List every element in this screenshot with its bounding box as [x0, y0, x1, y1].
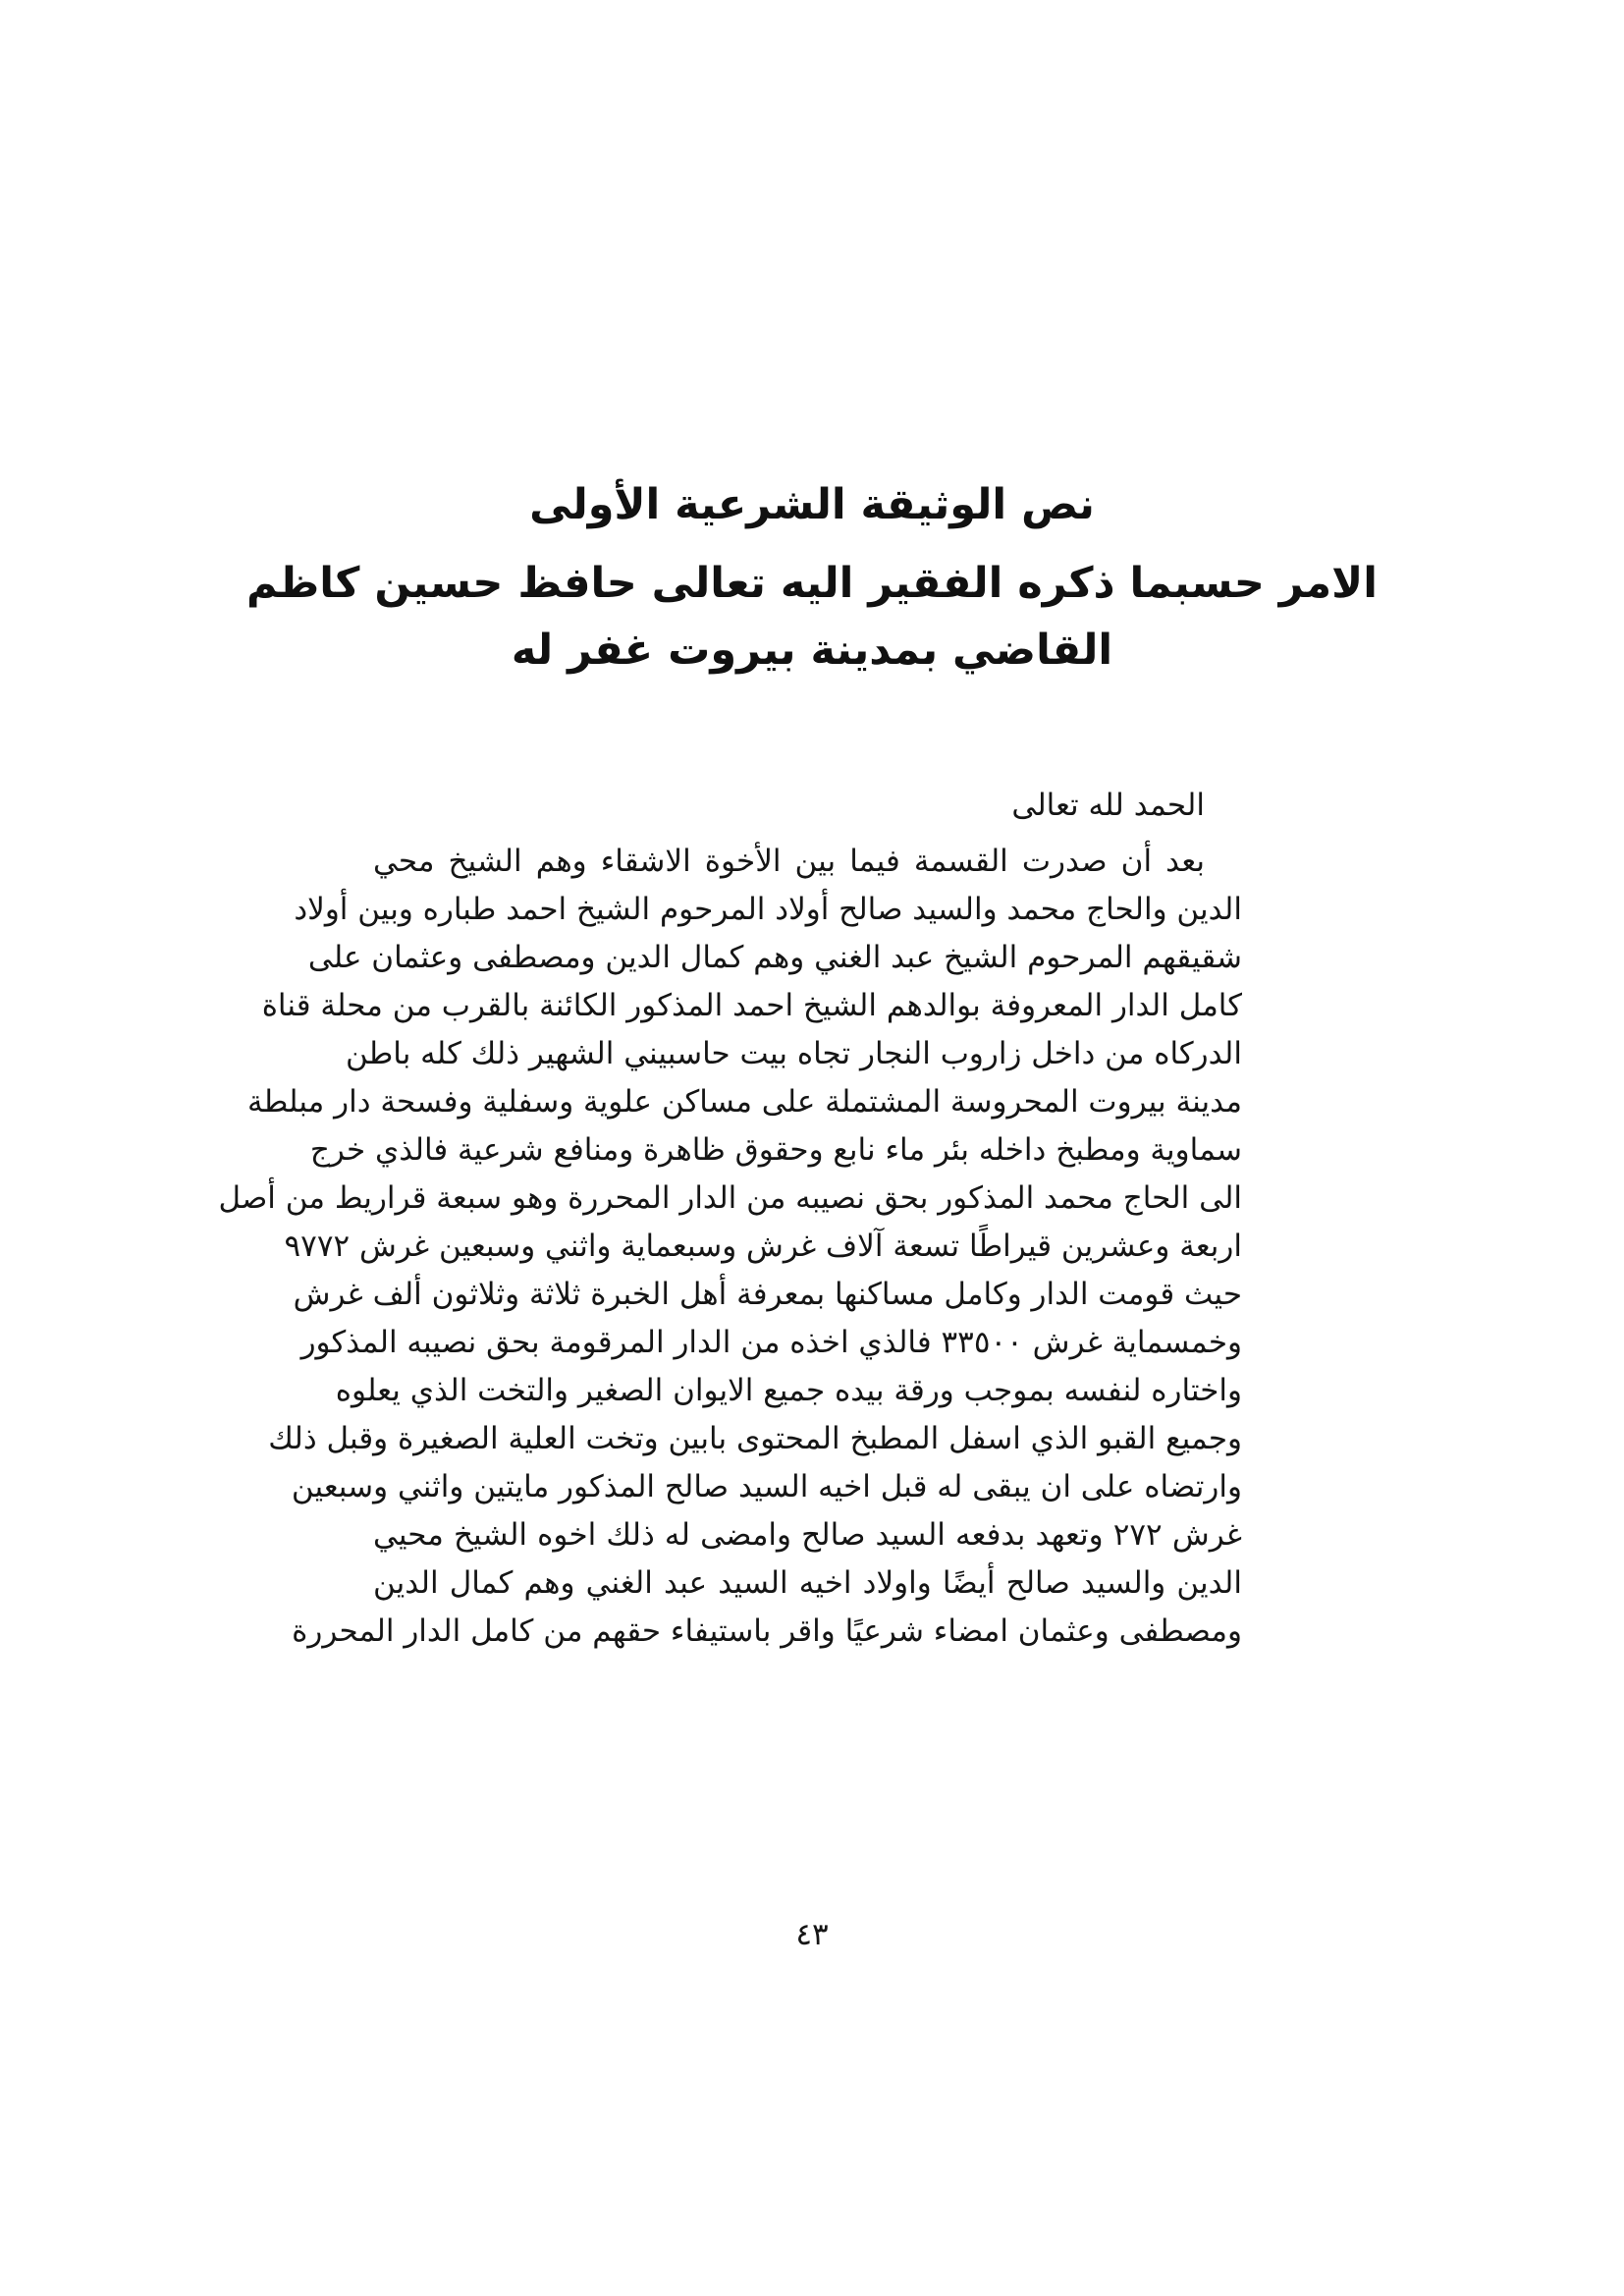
- body-line: وجميع القبو الذي اسفل المطبخ المحتوى بابين وتخت العلية الصغيرة وقبل ذلك: [268, 1421, 1242, 1456]
- body-line: شقيقهم المرحوم الشيخ عبد الغني وهم كمال الدين ومصطفى وعثمان على: [307, 940, 1242, 975]
- body-line: مدينة بيروت المحروسة المشتملة على مساكن علوية وسفلية وفسحة دار مبلطة: [247, 1084, 1242, 1120]
- page-number: ٤٣: [795, 1917, 829, 1952]
- body-line: وارتضاه على ان يبقى له قبل اخيه السيد صالح المذكور مايتين واثني وسبعين: [291, 1469, 1242, 1504]
- title-line-2: الامر حسبما ذكره الفقير اليه تعالى حافظ حسين كاظم: [246, 559, 1378, 608]
- opening-line: الحمد لله تعالى: [1011, 788, 1205, 823]
- body-line: غرش ٢٧٢ وتعهد بدفعه السيد صالح وامضى له ذلك اخوه الشيخ محيي: [373, 1517, 1243, 1553]
- body-line: الدين والحاج محمد والسيد صالح أولاد المرحوم الشيخ احمد طباره وبين أولاد: [294, 892, 1242, 927]
- title-line-3: القاضي بمدينة بيروت غفر له: [511, 626, 1113, 675]
- body-line: وخمسماية غرش ٣٣٥٠٠ فالذي اخذه من الدار المرقومة بحق نصيبه المذكور: [300, 1325, 1242, 1360]
- body-line: كامل الدار المعروفة بوالدهم الشيخ احمد المذكور الكائنة بالقرب من محلة قناة: [261, 988, 1242, 1023]
- body-line: الدركاه من داخل زاروب النجار تجاه بيت حاسبيني الشهير ذلك كله باطن: [345, 1036, 1242, 1071]
- title-line-1: نص الوثيقة الشرعية الأولى: [529, 480, 1095, 529]
- document-title: [0, 471, 1624, 683]
- body-line: سماوية ومطبخ داخله بئر ماء نابع وحقوق ظاهرة ومنافع شرعية فالذي خرج: [309, 1132, 1242, 1168]
- body-line: بعد أن صدرت القسمة فيما بين الأخوة الاشقاء وهم الشيخ محي: [373, 844, 1205, 879]
- body-line: الدين والسيد صالح أيضًا واولاد اخيه السيد عبد الغني وهم كمال الدين: [373, 1565, 1242, 1601]
- body-line: ومصطفى وعثمان امضاء شرعيًا واقر باستيفاء حقهم من كامل الدار المحررة: [292, 1613, 1242, 1649]
- body-line: واختاره لنفسه بموجب ورقة بيده جميع الايوان الصغير والتخت الذي يعلوه: [335, 1373, 1242, 1408]
- document-body: [218, 782, 1243, 1656]
- body-line: الى الحاج محمد المذكور بحق نصيبه من الدار المحررة وهو سبعة قراريط من أصل: [218, 1180, 1242, 1216]
- body-line: اربعة وعشرين قيراطًا تسعة آلاف غرش وسبعماية واثني وسبعين غرش ٩٧٧٢: [284, 1229, 1242, 1264]
- body-line: حيث قومت الدار وكامل مساكنها بمعرفة أهل الخبرة ثلاثة وثلاثون ألف غرش: [293, 1277, 1242, 1312]
